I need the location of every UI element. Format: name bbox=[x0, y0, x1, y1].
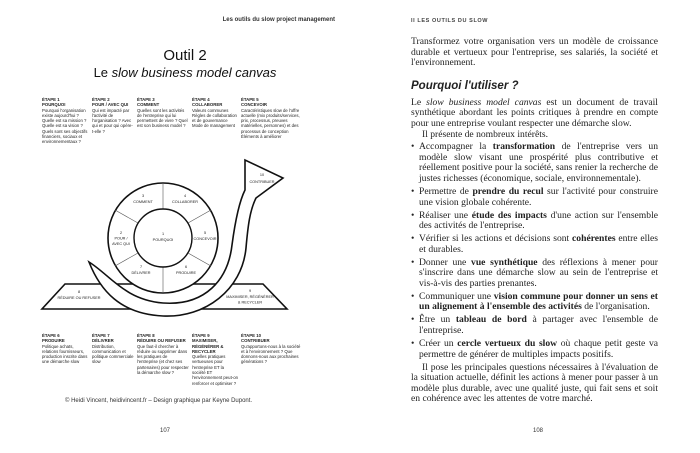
text: Permettre de bbox=[419, 185, 473, 197]
segment-3-label: COMMENT bbox=[133, 200, 153, 204]
text: Créer un bbox=[419, 337, 458, 349]
step-label: ÉTAPE 3 bbox=[137, 97, 155, 102]
running-head: Les outils du slow project management bbox=[222, 17, 335, 23]
paragraph-3: Il pose les principales questions nécessaires à l'évaluation de la situation actuelle, définit les actions à mener pour passer à un modèle plus durable, avec une qualité juste, qui fait sens et soit en cohérence avec les attentes de votre marché. bbox=[411, 361, 658, 405]
step-label: ÉTAPE 4 bbox=[192, 97, 210, 102]
bullet-item bbox=[411, 315, 658, 336]
text: de l'entreprise vers un modèle slow visant une prospérité plus contributive et réellement positive pour la société, sans renier la recherche de justes richesses (économique, sociale, environnementale). bbox=[419, 141, 658, 184]
p1-rest: est un document de travail synthétique abordant les points critiques à prendre en compte pour une entreprise voulant respecter une démarche slow. bbox=[411, 96, 658, 129]
step-label: ÉTAPE 10 bbox=[241, 333, 261, 338]
intro-paragraph: Transformez votre organisation vers un modèle de croissance durable et vertueux pour l'entreprise, ses salariés, la société et l'environnement. bbox=[411, 36, 658, 69]
segment-2-label2: AVEC QUI bbox=[112, 242, 130, 246]
step-10-number: 10 bbox=[259, 173, 265, 177]
segment-6-label: PRODUIRE bbox=[175, 271, 197, 275]
page-number: 108 bbox=[533, 428, 544, 434]
step-text: Caractéristiques slow de l'offre actuelle (mix produits/services, prix, processus, preuves matérielles, personnes) et des processus de conception Éléments à améliorer bbox=[241, 107, 300, 140]
step-name: MAXIMISER, RÉGÉNÉRER & RECYCLER bbox=[192, 338, 224, 354]
bold-text: étude des impacts bbox=[471, 209, 547, 221]
title-italic: slow business model canvas bbox=[111, 65, 277, 80]
text: où chaque petit geste va permettre de générer de multiples impacts positifs. bbox=[419, 337, 658, 360]
segment-5-label: CONCEVOIR bbox=[193, 237, 217, 241]
text: Donner une bbox=[419, 256, 472, 268]
text: entre elles et durables. bbox=[419, 233, 658, 255]
step-label: ÉTAPE 9 bbox=[192, 333, 210, 338]
bold-text: prendre du recul bbox=[472, 185, 544, 197]
step-name: PRODUIRE bbox=[42, 338, 65, 344]
step-text: Quelles pratiques vertueuses pour l'entreprise ET la société ET l'environnement peut-on renforcer et optimiser ? bbox=[192, 354, 238, 386]
bold-text: cercle vertueux du slow bbox=[457, 337, 558, 349]
segment-7-number: 7 bbox=[139, 265, 143, 269]
step-label: ÉTAPE 2 bbox=[92, 97, 110, 102]
copyright: © Heidi Vincent, heidivincent.fr – Design graphique par Keyne Dupont. bbox=[65, 398, 253, 404]
tool-number: Outil 2 bbox=[163, 47, 207, 64]
step-name: COLLABORER bbox=[192, 102, 223, 108]
step-9-label: MAXIMISER, RÉGÉNÉRER bbox=[226, 295, 274, 299]
step-name: CONTRIBUER bbox=[241, 338, 270, 344]
body-text bbox=[411, 37, 658, 405]
title-prefix: Le bbox=[93, 65, 112, 80]
running-head: II LES OUTILS DU SLOW bbox=[411, 18, 489, 24]
segment-5-number: 5 bbox=[203, 231, 207, 235]
step-name: COMMENT bbox=[137, 102, 160, 108]
step-label: ÉTAPE 6 bbox=[42, 333, 60, 338]
bullet-item bbox=[411, 142, 658, 184]
step-9-label2: & RECYCLER bbox=[237, 300, 263, 305]
step-label: ÉTAPE 7 bbox=[92, 333, 110, 338]
benefits-list bbox=[411, 142, 658, 360]
text: Communiquer une bbox=[419, 290, 494, 302]
page-number: 107 bbox=[160, 428, 171, 434]
right-page bbox=[350, 0, 700, 453]
bullet-item bbox=[411, 339, 658, 360]
section-heading: Pourquoi l'utiliser ? bbox=[411, 79, 519, 92]
bullet-item bbox=[411, 234, 658, 255]
p1-italic: slow business model canvas bbox=[426, 96, 542, 108]
center-label: POURQUOI bbox=[152, 238, 174, 242]
step-text: Qui est impacté par l'activité de l'organisation ? Avec qui et pour qui opère-t-elle ? bbox=[92, 107, 133, 134]
segment-6-number: 6 bbox=[184, 265, 188, 269]
segment-4-label: COLLABORER bbox=[172, 200, 198, 204]
bold-text: transformation bbox=[492, 141, 556, 153]
step-name: RÉDUIRE OU REFUSER bbox=[137, 338, 186, 344]
step-text: Qu'apportons-nous à la société et à l'environnement ? Que donnons-nous aux prochaines générations ? bbox=[241, 343, 301, 365]
text: Réaliser une bbox=[419, 209, 472, 221]
step-top-0 bbox=[42, 97, 89, 145]
step-bottom-0 bbox=[42, 333, 89, 365]
step-name: CONCEVOIR bbox=[241, 102, 268, 108]
step-label: ÉTAPE 8 bbox=[137, 333, 155, 338]
bullet-item bbox=[411, 211, 658, 232]
step-bottom-1 bbox=[92, 333, 134, 365]
step-top-1 bbox=[92, 97, 134, 134]
p1-prefix: Le bbox=[411, 96, 427, 108]
bullet-item bbox=[411, 258, 658, 290]
text: Accompagner la bbox=[419, 141, 493, 153]
bullet-item bbox=[411, 292, 658, 313]
step-name: POUR / AVEC QUI bbox=[92, 102, 129, 108]
step-bottom-2 bbox=[137, 333, 189, 375]
segment-2-label: POUR / bbox=[114, 236, 128, 241]
step-top-2 bbox=[137, 97, 189, 129]
text: à partager avec l'ensemble de l'entreprise. bbox=[419, 314, 658, 336]
center-number: 1 bbox=[161, 232, 165, 236]
segment-7-label: DÉLIVRER bbox=[131, 271, 151, 275]
tool-title bbox=[40, 65, 330, 80]
step-label: ÉTAPE 5 bbox=[241, 97, 259, 102]
step-text: Que faut-il chercher à réduire ou supprimer dans les pratiques de l'entreprise (et chez ses partenaires) pour respecter la démarche slow ? bbox=[137, 343, 189, 376]
step-9-number: 9 bbox=[248, 289, 252, 293]
segment-4-number: 4 bbox=[183, 194, 187, 198]
step-text: Valeurs communes Règles de collaboration et de gouvernance Mode de management bbox=[192, 107, 237, 129]
paragraph-2: Il présente de nombreux intérêts. bbox=[422, 128, 549, 140]
segment-3-number: 3 bbox=[141, 194, 145, 198]
step-name: POURQUOI bbox=[42, 102, 66, 108]
step-8-number: 8 bbox=[77, 290, 81, 294]
step-bottom-3 bbox=[192, 333, 238, 386]
step-name: DÉLIVRER bbox=[92, 338, 114, 344]
step-top-4 bbox=[241, 97, 303, 139]
bold-text: vision commune pour donner un sens et un alignement à l'ensemble des activités bbox=[419, 290, 658, 313]
text: Être un bbox=[419, 314, 456, 326]
bold-text: cohérentes bbox=[572, 233, 616, 245]
step-text: Politique achats, relations fournisseurs, production inscrite dans une démarche slow bbox=[42, 343, 88, 365]
canvas-diagram bbox=[0, 156, 350, 320]
step-top-3 bbox=[192, 97, 238, 129]
step-8-label: RÉDUIRE OU REFUSER bbox=[57, 296, 101, 300]
bold-text: tableau de bord bbox=[455, 314, 527, 326]
step-label: ÉTAPE 1 bbox=[42, 97, 60, 102]
paragraph-1 bbox=[411, 98, 658, 130]
step-text: Pourquoi l'organisation existe aujourd'hui ? Quelle est sa mission ? Quelle est sa vision ? Quels sont ses objectifs financiers, sociaux et environnementaux ? bbox=[42, 107, 88, 145]
text: sur l'activité pour construire une vision globale cohérente. bbox=[419, 185, 658, 208]
text: de l'organisation. bbox=[581, 301, 650, 313]
step-10-label: CONTRIBUER bbox=[249, 180, 275, 184]
step-text: Quelles sont les activités de l'entreprise qui lui permettent de vivre ? Quel est son business model ? bbox=[137, 107, 188, 129]
bullet-item bbox=[411, 187, 658, 208]
text: d'une action sur l'ensemble des activités de l'entreprise. bbox=[419, 209, 658, 232]
bold-text: vue synthétique bbox=[471, 256, 538, 268]
segment-2-number: 2 bbox=[119, 231, 123, 235]
text: des réflexions à mener pour s'inscrire dans une démarche slow au sein de l'entreprise et vis-à-vis des parties prenantes. bbox=[419, 256, 658, 289]
step-bottom-4 bbox=[241, 333, 303, 365]
text: Vérifier si les actions et décisions sont bbox=[419, 233, 573, 245]
step-text: Distribution, communication et politique commerciale slow bbox=[92, 343, 134, 365]
